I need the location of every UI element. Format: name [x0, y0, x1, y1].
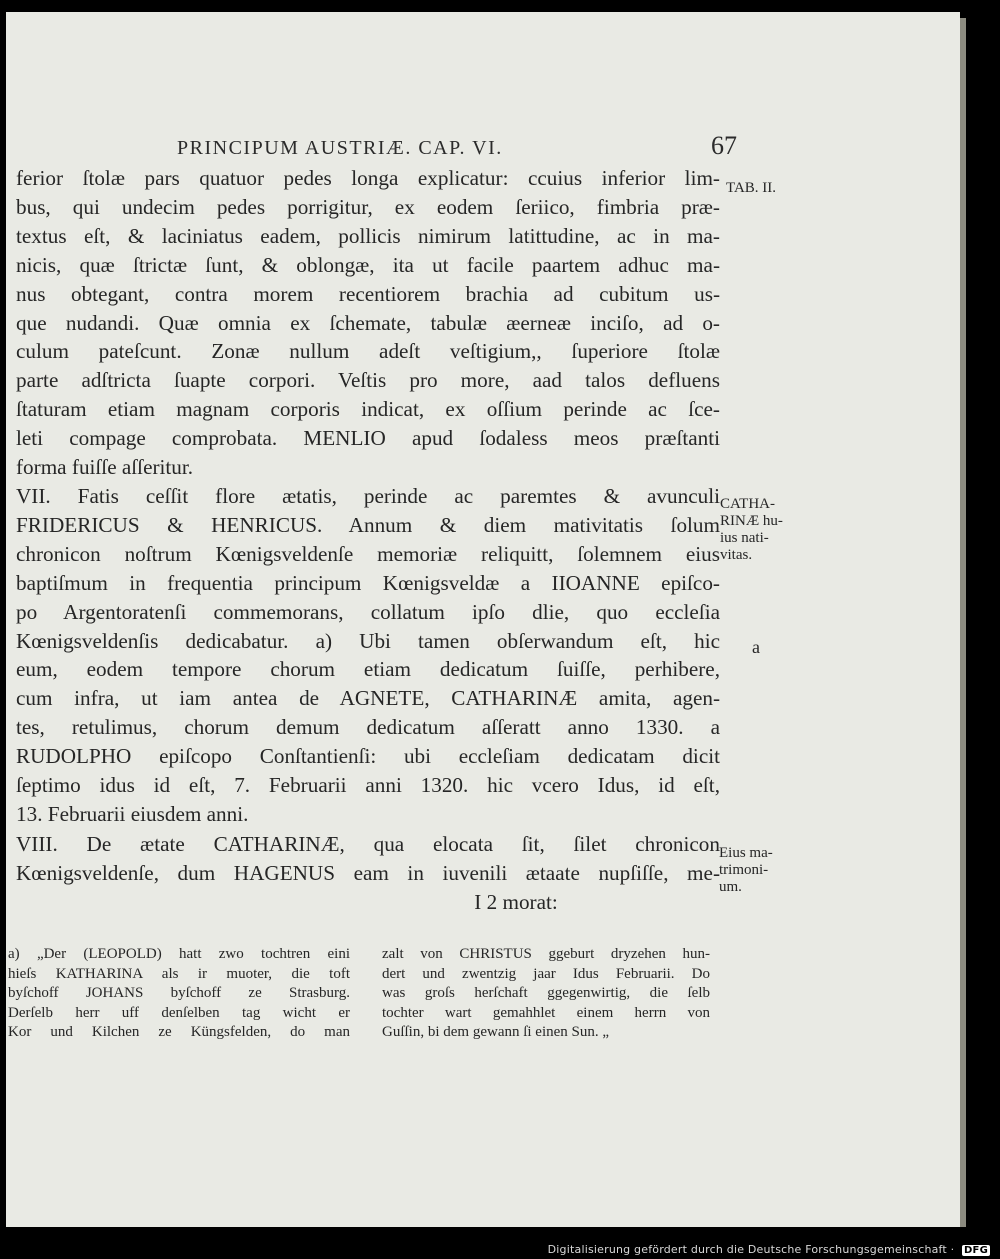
margin-note-catharinae	[720, 496, 783, 564]
text-line: leti compage comprobata. MENLIO apud ſodaless meos præſtanti	[16, 426, 720, 451]
footnote-line: byſchoff JOHANS byſchoff ze Strasburg.	[8, 985, 350, 1001]
margin-note-text: vitas.	[720, 547, 753, 563]
margin-note-text: RINÆ hu-	[720, 513, 783, 529]
text-line: Kœnigsveldenſis dedicabatur. a) Ubi tamen obſerwandum eſt, hic	[16, 628, 720, 653]
footnote-left-column	[8, 945, 350, 1043]
running-title: PRINCIPUM AUSTRIÆ. CAP. VI.	[177, 137, 503, 159]
text-line: nicis, quæ ſtrictæ ſunt, & oblongæ, ita ut facile paartem adhuc ma-	[16, 252, 720, 277]
margin-note-text: trimoni-	[719, 862, 769, 878]
text-line: tes, retulimus, chorum demum dedicatum aſſeratt anno 1330. a	[16, 715, 720, 740]
text-line: chronicon noſtrum Kœnigsveldenſe memoriæ reliquitt, ſolemnem eius	[16, 541, 720, 566]
paragraph-3	[16, 830, 720, 917]
margin-note-text: Eius ma-	[719, 845, 773, 861]
book-page	[6, 12, 960, 1227]
text-line: Kœnigsveldenſe, dum HAGENUS eam in iuvenili ætaate nupſiſſe, me-	[16, 860, 720, 885]
footnote-line: Guſſin, bi dem gewann ſi einen Sun. „	[382, 1024, 610, 1040]
text-line: nus obtegant, contra morem recentiorem brachia ad cubitum us-	[16, 281, 720, 306]
text-line: culum pateſcunt. Zonæ nullum adeſt veſtigium,, ſuperiore ſtolæ	[16, 339, 720, 364]
footnote-line: dert und zwentzig jaar Idus Februarii. Do	[382, 965, 710, 982]
text-line: ferior ſtolæ pars quatuor pedes longa explicatur: ccuius inferior lim-	[16, 166, 720, 190]
page-edge-shadow	[960, 18, 966, 1227]
text-line: que nudandi. Quæ omnia ex ſchemate, tabulæ æerneæ inciſo, ad o-	[16, 310, 720, 335]
text-line: ſtaturam etiam magnam corporis indicat, ex oſſium perinde ac ſce-	[16, 397, 720, 422]
text-line: forma fuiſſe aſſeritur.	[16, 455, 194, 480]
footnote-line: Derſelb herr uff denſelben tag wicht er	[8, 1004, 350, 1021]
margin-note-text: CATHA-	[720, 496, 775, 512]
margin-note-text: a	[752, 637, 760, 657]
text-line: VIII. De ætate CATHARINÆ, qua elocata ſit, ſilet chronicon	[16, 832, 720, 856]
page-number: 67	[711, 131, 737, 160]
paragraph-1	[16, 164, 720, 482]
footnote-line: hieſs KATHARINA als ir muoter, die toft	[8, 965, 350, 982]
margin-note-text: TAB. II.	[726, 180, 777, 196]
text-line: parte adſtricta ſuapte corpori. Veſtis pro more, aad talos defluens	[16, 368, 720, 393]
text-line: VII. Fatis ceſſit flore ætatis, perinde ac paremtes & avunculi	[16, 484, 720, 508]
footnote-line: was groſs herſchaft ggegenwirtig, die ſelb	[382, 985, 710, 1001]
margin-note-eius	[719, 845, 773, 896]
credit-text: Digitalisierung gefördert durch die Deutsche Forschungsgemeinschaft ·	[547, 1243, 955, 1256]
text-line: baptiſmum in frequentia principum Kœnigsveldæ a IIOANNE epiſco-	[16, 570, 720, 595]
digitization-credit	[548, 1243, 990, 1256]
margin-note-text: um.	[719, 879, 742, 895]
footnote-line: tochter wart gemahhlet einem herrn von	[382, 1004, 710, 1021]
footnote-line: Kor und Kilchen ze Küngsfelden, do man	[8, 1024, 350, 1040]
running-header	[177, 131, 737, 160]
text-line: RUDOLPHO epiſcopo Conſtantienſi: ubi eccleſiam dedicatam dicit	[16, 744, 720, 769]
text-line: cum infra, ut iam antea de AGNETE, CATHARINÆ amita, agen-	[16, 686, 720, 711]
text-line: 13. Februarii eiusdem anni.	[16, 801, 249, 826]
margin-note-text: ius nati-	[720, 530, 769, 546]
text-line: ſeptimo idus id eſt, 7. Februarii anni 1320. hic vcero Idus, id eſt,	[16, 773, 720, 798]
catchword-line: I 2 morat:	[474, 889, 558, 914]
text-line: po Argentoratenſi commemorans, collatum ipſo dlie, quo eccleſia	[16, 599, 720, 624]
footnote-line: zalt von CHRISTUS ggeburt dryzehen hun-	[382, 946, 710, 962]
text-line: FRIDERICUS & HENRICUS. Annum & diem mativitatis ſolum	[16, 512, 720, 537]
dfg-logo-icon: DFG	[964, 1245, 988, 1256]
paragraph-2	[16, 482, 720, 829]
margin-note-a	[752, 639, 760, 656]
text-line: textus eſt, & laciniatus eadem, pollicis nimirum latittudine, ac in ma-	[16, 223, 720, 248]
text-line: eum, eodem tempore chorum etiam dedicatum ſuiſſe, perhibere,	[16, 657, 720, 682]
text-line: bus, qui undecim pedes porrigitur, ex eodem ſeriico, fimbria præ-	[16, 194, 720, 219]
margin-note-tab	[726, 180, 776, 197]
footnote-right-column	[382, 945, 710, 1043]
footnote-line: a) „Der (LEOPOLD) hatt zwo tochtren eini	[8, 946, 350, 962]
